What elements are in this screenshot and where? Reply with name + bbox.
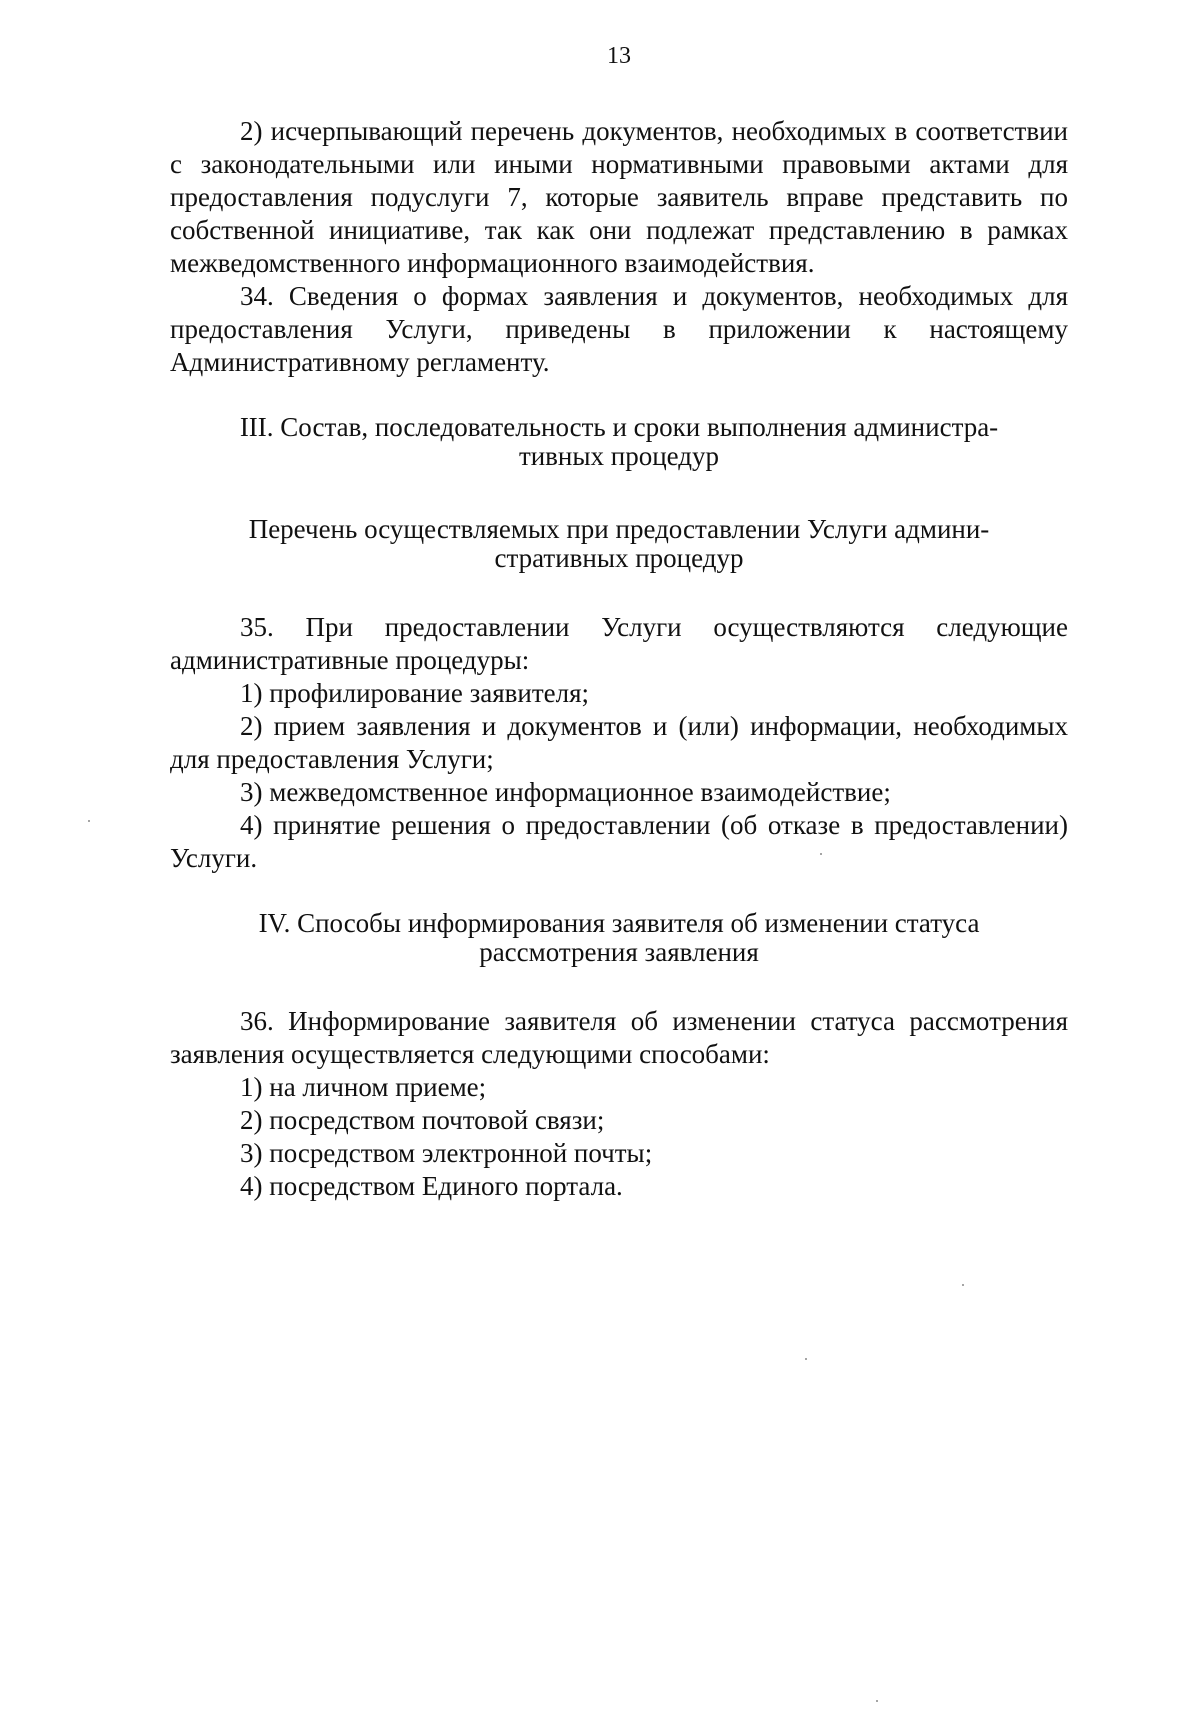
- list-item-portal: 4) посредством Единого портала.: [240, 1171, 623, 1201]
- list-item-profiling: 1) профилирование заявителя;: [240, 678, 590, 708]
- paragraph-34-forms: 34. Сведения о формах заявления и документов, необходимых для предоставления Услуги, приведены в приложении к настоящему Административному регламенту.: [170, 281, 1068, 377]
- scan-speck: [805, 1358, 807, 1360]
- paragraph-35-procedures: 35. При предоставлении Услуги осуществляются следующие административные процедуры:: [170, 612, 1068, 675]
- section-4-heading: [170, 909, 1068, 967]
- list-item-decision: 4) принятие решения о предоставлении (об отказе в предоставлении) Услуги.: [170, 810, 1068, 873]
- section-3-heading: [170, 413, 1068, 471]
- scan-speck: [876, 1700, 878, 1702]
- list-item-receiving-application: 2) прием заявления и документов и (или) информации, необходимых для предоставления Услуги;: [170, 711, 1068, 774]
- scan-speck: [820, 853, 822, 855]
- paragraph-36-informing: 36. Информирование заявителя об изменении статуса рассмотрения заявления осуществляется следующими способами:: [170, 1006, 1068, 1069]
- paragraph-item-2-documents: 2) исчерпывающий перечень документов, необходимых в соответствии с законодательными или иными нормативными правовыми актами для предоставления подуслуги 7, которые заявитель вправе представить по собственной инициативе, так как они подлежат представлению в рамках межведомственного информационного взаимодействия.: [170, 116, 1068, 278]
- section-3-heading-line-1: III. Состав, последовательность и сроки выполнения администра-: [239, 412, 999, 442]
- page-number: 13: [607, 43, 631, 69]
- section-3-subheading-line-2: стративных процедур: [494, 543, 744, 573]
- scan-speck: [962, 1284, 964, 1286]
- section-4-heading-line-1: IV. Способы информирования заявителя об изменении статуса: [258, 908, 980, 938]
- list-item-interagency: 3) межведомственное информационное взаимодействие;: [240, 777, 891, 807]
- section-3-subheading: [170, 515, 1068, 573]
- list-item-email: 3) посредством электронной почты;: [240, 1138, 653, 1168]
- list-item-postal: 2) посредством почтовой связи;: [240, 1105, 605, 1135]
- section-4-heading-line-2: рассмотрения заявления: [479, 937, 759, 967]
- scan-speck: [88, 820, 90, 822]
- section-3-subheading-line-1: Перечень осуществляемых при предоставлении Услуги админи-: [248, 514, 990, 544]
- section-3-heading-line-2: тивных процедур: [518, 441, 720, 471]
- list-item-personal-reception: 1) на личном приеме;: [240, 1072, 487, 1102]
